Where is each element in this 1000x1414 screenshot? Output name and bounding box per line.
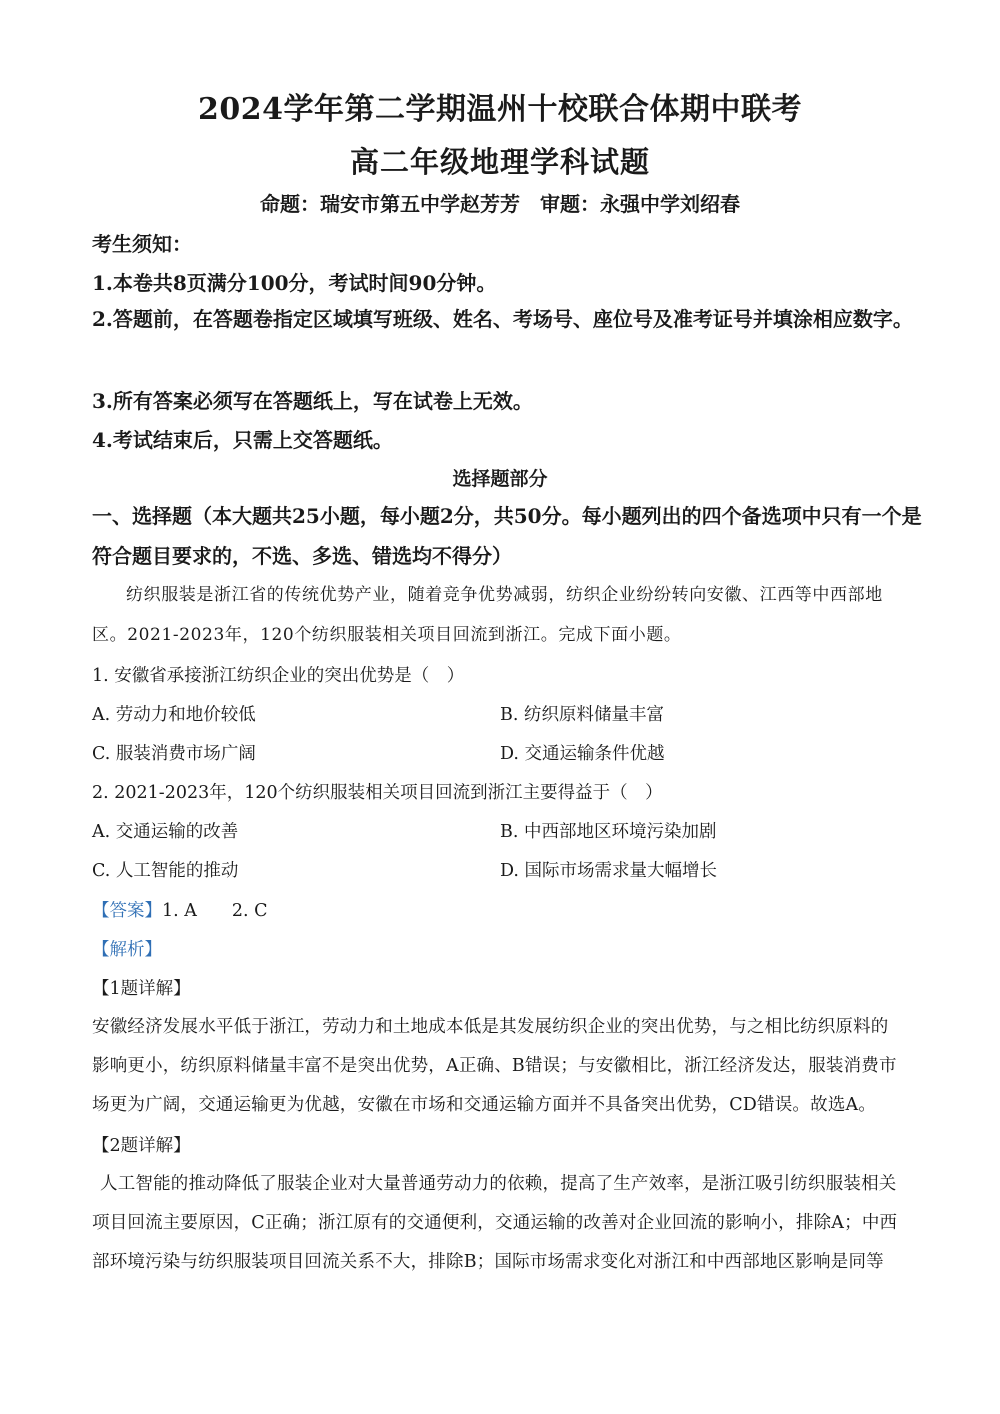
question-stem: 2. 2021-2023年，120个纺织服装相关项目回流到浙江主要得益于（ ） xyxy=(92,783,663,803)
analysis-label: 【解析】 xyxy=(92,940,162,960)
detail-text: 人工智能的推动降低了服装企业对大量普通劳动力的依赖，提高了生产效率，是浙江吸引纺织服装相关项目回流主要原因，C正确；浙江原有的交通便利，交通运输的改善对企业回流的影响小，排除A；中西部环境污染与纺织服装项目回流关系不大，排除B；国际市场需求变化对浙江和中西部地区影响是同等 xyxy=(92,1174,898,1272)
notice-item: 2.答题前，在答题卷指定区域填写班级、姓名、考场号、座位号及准考证号并填涂相应数字。 xyxy=(92,307,913,331)
question-option: D. 国际市场需求量大幅增长 xyxy=(500,861,718,881)
exam-subtitle: 高二年级地理学科试题 xyxy=(349,145,650,179)
detail-label: 【2题详解】 xyxy=(92,1136,191,1156)
section-title: 选择题部分 xyxy=(452,468,548,490)
question-option: A. 交通运输的改善 xyxy=(92,822,239,842)
question-stem: 1. 安徽省承接浙江纺织企业的突出优势是（ ） xyxy=(92,666,465,686)
answer-text: 1. A 2. C xyxy=(162,901,268,921)
notice-item: 3.所有答案必须写在答题纸上，写在试卷上无效。 xyxy=(92,389,533,413)
exam-title: 2024学年第二学期温州十校联合体期中联考 xyxy=(198,92,802,127)
question-option: D. 交通运输条件优越 xyxy=(500,744,665,764)
question-option: C. 服装消费市场广阔 xyxy=(92,744,256,764)
answer-label: 【答案】 xyxy=(92,901,162,921)
detail-label: 【1题详解】 xyxy=(92,979,191,999)
question-passage: 纺织服装是浙江省的传统优势产业，随着竞争优势减弱，纺织企业纷纷转向安徽、江西等中西部地区。2021-2023年，120个纺织服装相关项目回流到浙江。完成下面小题。 xyxy=(92,585,883,645)
question-option: B. 纺织原料储量丰富 xyxy=(500,705,664,725)
notice-heading: 考生须知： xyxy=(92,232,192,256)
detail-text: 安徽经济发展水平低于浙江，劳动力和土地成本低是其发展纺织企业的突出优势，与之相比纺织原料的影响更小，纺织原料储量丰富不是突出优势，A正确、B错误；与安徽相比，浙江经济发达，服装消费市场更为广阔，交通运输更为优越，安徽在市场和交通运输方面并不具备突出优势，CD错误。故选A。 xyxy=(92,1017,897,1115)
question-option: A. 劳动力和地价较低 xyxy=(92,705,256,725)
part-one-heading: 一、选择题（本大题共25小题，每小题2分，共50分。每小题列出的四个备选项中只有一个是符合题目要求的，不选、多选、错选均不得分） xyxy=(92,504,922,568)
answer-line xyxy=(92,897,268,922)
exam-authors: 命题：瑞安市第五中学赵芳芳 审题：永强中学刘绍春 xyxy=(260,192,740,216)
question-option: C. 人工智能的推动 xyxy=(92,861,239,881)
question-option: B. 中西部地区环境污染加剧 xyxy=(500,822,717,842)
notice-item: 4.考试结束后，只需上交答题纸。 xyxy=(92,428,393,452)
notice-item: 1.本卷共8页满分100分，考试时间90分钟。 xyxy=(92,271,497,295)
